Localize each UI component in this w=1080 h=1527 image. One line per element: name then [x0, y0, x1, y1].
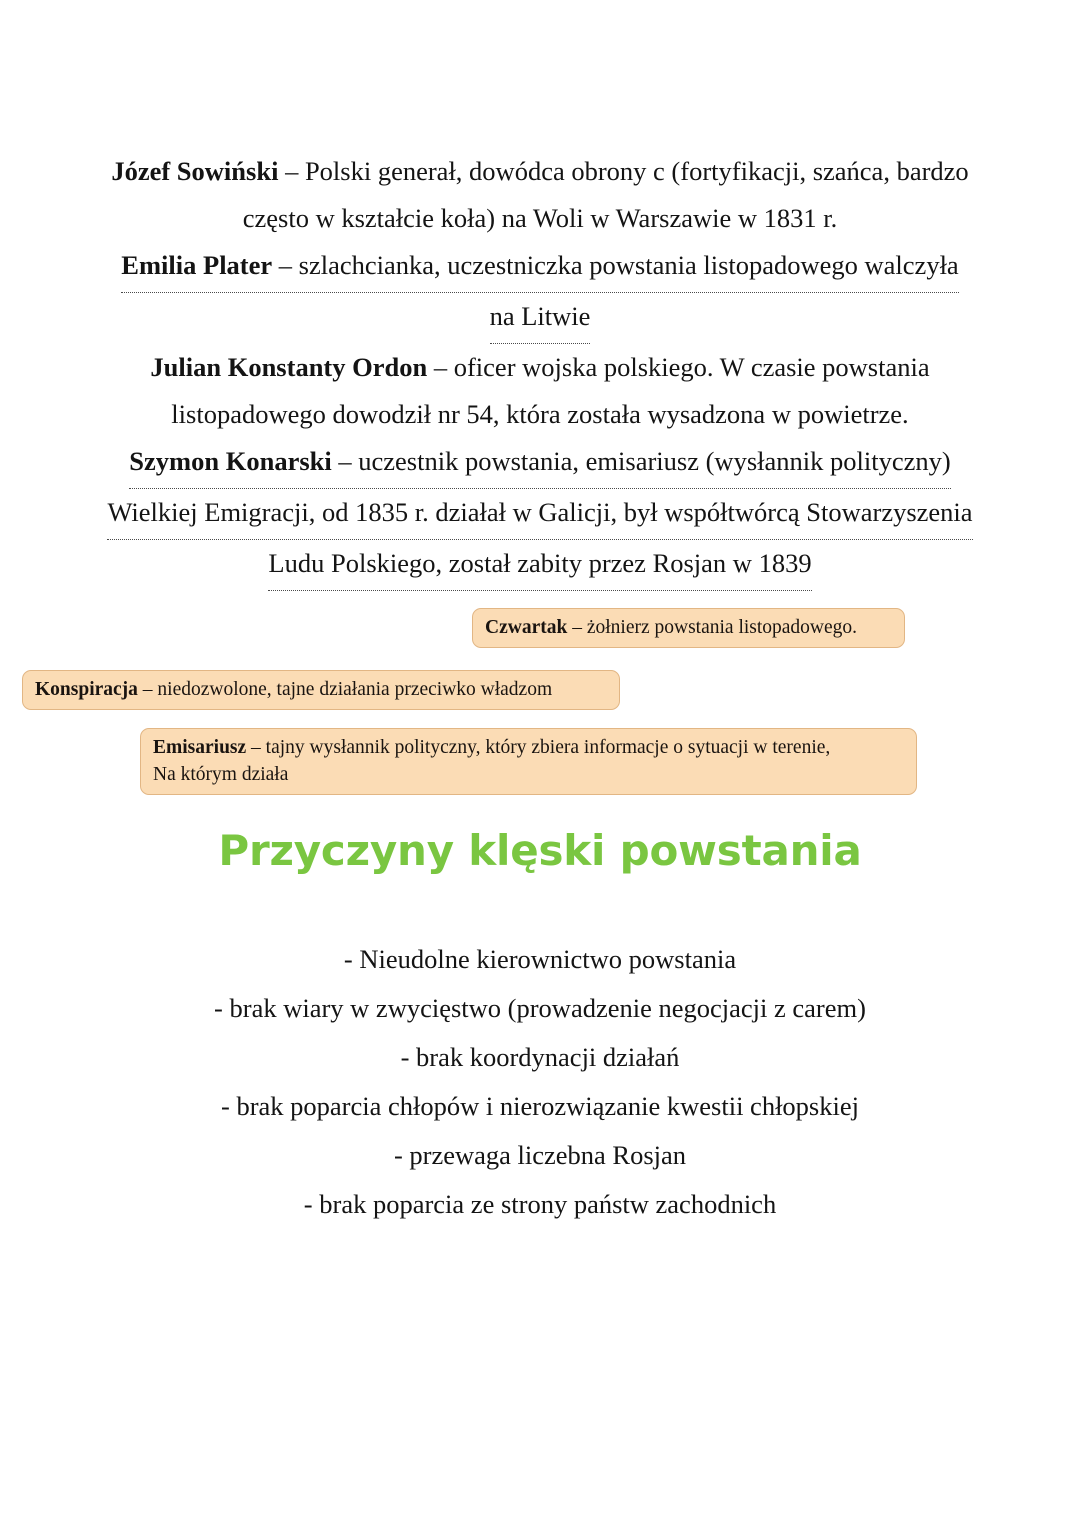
definition-text: – tajny wysłannik polityczny, który zbiera informacje o sytuacji w terenie,	[246, 737, 831, 758]
bio-lead-name: Julian Konstanty Ordon	[150, 352, 428, 382]
bio-line	[85, 438, 995, 489]
cause-item: - brak poparcia chłopów i nierozwiązanie kwestii chłopskiej	[221, 1091, 859, 1121]
section-heading-causes: Przyczyny klęski powstania	[218, 826, 862, 875]
bio-line	[85, 242, 995, 293]
bio-line-text: – Polski generał, dowódca obrony c (fortyfikacji, szańca, bardzo	[278, 156, 969, 186]
bio-line	[85, 540, 995, 591]
definition-term: Czwartak	[485, 617, 568, 638]
bio-line	[85, 344, 995, 391]
definition-term: Emisariusz	[153, 737, 247, 758]
bio-line-text: na Litwie	[489, 301, 591, 331]
definition-box-konspiracja	[22, 670, 620, 710]
bio-lead-name: Józef Sowiński	[111, 156, 279, 186]
definition-text: – żołnierz powstania listopadowego.	[567, 617, 858, 638]
bio-line-text: listopadowego dowodził nr 54, która została wysadzona w powietrze.	[171, 399, 909, 429]
cause-item: - brak koordynacji działań	[400, 1042, 680, 1072]
cause-item: - brak wiary w zwycięstwo (prowadzenie negocjacji z carem)	[214, 993, 866, 1023]
bio-line-text: – uczestnik powstania, emisariusz (wysłannik polityczny)	[331, 446, 951, 476]
bio-line	[85, 148, 995, 195]
definition-box-czwartak	[472, 608, 905, 648]
bio-line-text: Ludu Polskiego, został zabity przez Rosjan w 1839	[268, 548, 812, 578]
bio-lead-name: Szymon Konarski	[129, 446, 332, 476]
bio-line-text: często w kształcie koła) na Woli w Warszawie w 1831 r.	[242, 203, 838, 233]
bio-line-text: Wielkiej Emigracji, od 1835 r. działał w Galicji, był współtwórcą Stowarzyszenia	[107, 497, 973, 527]
causes-list	[0, 935, 1080, 1229]
biographies-block	[0, 148, 1080, 591]
definition-text: – niedozwolone, tajne działania przeciwko władzom	[137, 679, 553, 700]
bio-line	[85, 293, 995, 344]
cause-item: - przewaga liczebna Rosjan	[393, 1140, 687, 1170]
definition-text-second-line: Na którym działa	[153, 764, 289, 785]
bio-line	[85, 391, 995, 438]
cause-item: - brak poparcia ze strony państw zachodnich	[303, 1189, 777, 1219]
bio-line-text: – oficer wojska polskiego. W czasie powstania	[427, 352, 930, 382]
cause-item: - Nieudolne kierownictwo powstania	[343, 944, 737, 974]
bio-line	[85, 489, 995, 540]
definition-box-emisariusz	[140, 728, 917, 795]
bio-line-text: – szlachcianka, uczestniczka powstania listopadowego walczyła	[272, 250, 959, 280]
definition-term: Konspiracja	[35, 679, 138, 700]
bio-lead-name: Emilia Plater	[121, 250, 273, 280]
bio-line	[85, 195, 995, 242]
